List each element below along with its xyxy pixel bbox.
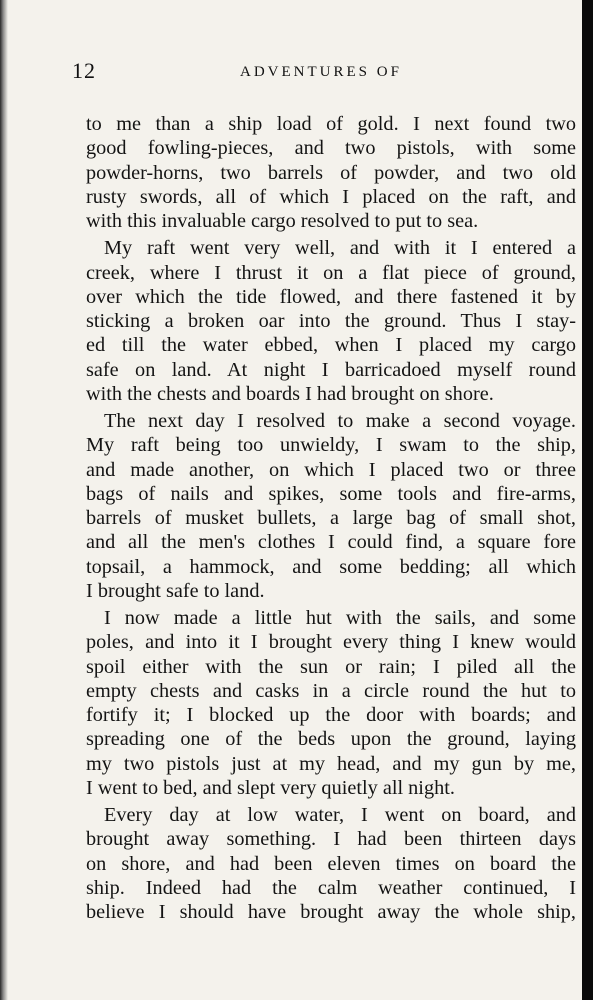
text-line: poles, and into it I brought every thing I knew would — [86, 631, 576, 654]
text-line: rusty swords, all of which I placed on the raft, and — [86, 185, 576, 208]
paragraph — [86, 236, 576, 406]
text-line: with the chests and boards I had brought on shore. — [86, 382, 494, 405]
page-header — [72, 58, 532, 88]
text-line: over which the tide flowed, and there fastened it by — [86, 285, 576, 308]
text-line: brought away something. I had been thirteen days — [86, 828, 576, 851]
text-line: My raft went very well, and with it I entered a — [104, 237, 576, 260]
body-text — [86, 112, 576, 924]
paragraph — [86, 606, 576, 800]
text-line: good fowling-pieces, and two pistols, with some — [86, 137, 576, 160]
text-line: fortify it; I blocked up the door with boards; and — [86, 704, 576, 726]
text-line: empty chests and casks in a circle round the hut to — [86, 679, 576, 702]
text-line: powder-horns, two barrels of powder, and two old — [86, 161, 576, 184]
text-line: safe on land. At night I barricadoed myself round — [86, 358, 576, 381]
text-line: The next day I resolved to make a second voyage. — [104, 410, 576, 432]
running-title: ADVENTURES OF — [240, 64, 402, 80]
text-line: Every day at low water, I went on board, and — [104, 804, 576, 826]
scan-border — [582, 0, 593, 1000]
text-line: barrels of musket bullets, a large bag of small shot, — [86, 507, 576, 529]
text-line: with this invaluable cargo resolved to put to sea. — [86, 210, 479, 232]
text-line: I brought safe to land. — [86, 579, 265, 602]
text-line: my two pistols just at my head, and my gun by me, — [86, 752, 576, 775]
text-line: ed till the water ebbed, when I placed my cargo — [86, 334, 576, 357]
text-line: on shore, and had been eleven times on board the — [86, 852, 576, 875]
text-line: My raft being too unwieldy, I swam to the ship, — [86, 434, 576, 457]
text-line: spreading one of the beds upon the ground, laying — [86, 728, 576, 751]
paragraph — [86, 409, 576, 603]
paragraph — [86, 803, 576, 924]
text-line: bags of nails and spikes, some tools and fire-arms, — [86, 482, 576, 505]
paragraph — [86, 112, 576, 233]
text-line: sticking a broken oar into the ground. Thus I stay- — [86, 310, 576, 332]
text-line: creek, where I thrust it on a flat piece of ground, — [86, 261, 576, 284]
text-line: and made another, on which I placed two or three — [86, 458, 576, 481]
text-line: ship. Indeed had the calm weather continued, I — [86, 876, 576, 899]
text-line: I now made a little hut with the sails, and some — [104, 607, 576, 629]
text-line: topsail, a hammock, and some bedding; all which — [86, 555, 576, 578]
text-line: spoil either with the sun or rain; I piled all the — [86, 655, 576, 678]
page-gutter-shadow — [0, 0, 8, 1000]
text-line: I went to bed, and slept very quietly all night. — [86, 776, 455, 799]
page-number: 12 — [72, 58, 96, 83]
text-line: and all the men's clothes I could find, a square fore — [86, 531, 576, 554]
text-line: to me than a ship load of gold. I next found two — [86, 113, 576, 135]
text-line: believe I should have brought away the whole ship, — [86, 901, 576, 923]
